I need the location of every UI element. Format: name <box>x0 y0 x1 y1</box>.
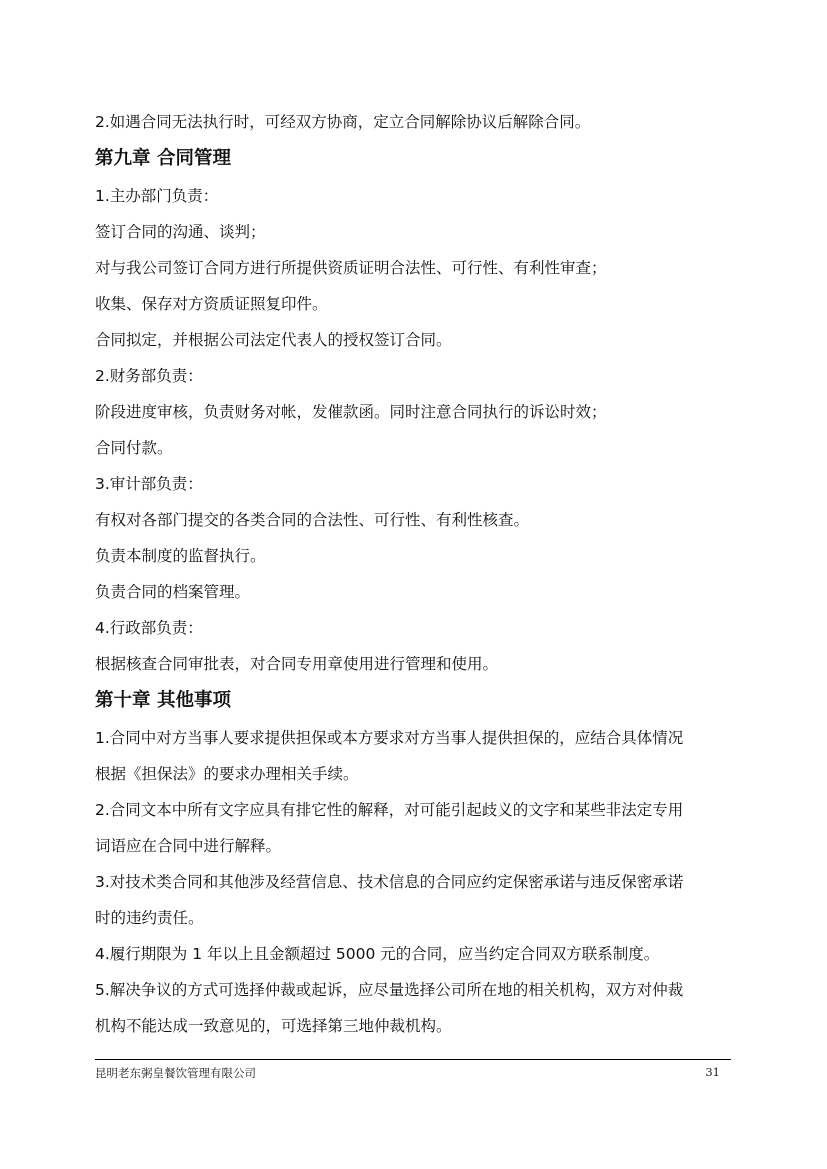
footer-company-name: 昆明老东粥皇餐饮管理有限公司 <box>95 1066 256 1080</box>
body-text-line: 4.行政部负责： <box>95 619 203 637</box>
body-text-line: 阶段进度审核，负责财务对帐，发催款函。同时注意合同执行的诉讼时效； <box>95 403 607 421</box>
footer-divider <box>95 1059 731 1060</box>
page-body <box>95 104 730 1044</box>
body-text-line: 根据《担保法》的要求办理相关手续。 <box>95 765 359 783</box>
body-text-line: 合同付款。 <box>95 439 173 457</box>
body-text-line: 4.履行期限为 1 年以上且金额超过 5000 元的合同，应当约定合同双方联系制度。 <box>95 945 660 963</box>
body-text-line: 负责合同的档案管理。 <box>95 583 251 601</box>
body-text-line: 3.审计部负责： <box>95 475 203 493</box>
body-text-line: 1.合同中对方当事人要求提供担保或本方要求对方当事人提供担保的，应结合具体情况 <box>95 729 684 747</box>
body-text-line: 负责本制度的监督执行。 <box>95 547 266 565</box>
body-text-line: 2.财务部负责： <box>95 367 203 385</box>
body-text-line: 词语应在合同中进行解释。 <box>95 837 282 855</box>
body-text-line: 签订合同的沟通、谈判； <box>95 223 266 241</box>
body-text-line: 对与我公司签订合同方进行所提供资质证明合法性、可行性、有利性审查； <box>95 259 607 277</box>
body-text-line: 收集、保存对方资质证照复印件。 <box>95 295 328 313</box>
body-text-line: 2.如遇合同无法执行时，可经双方协商，定立合同解除协议后解除合同。 <box>95 113 591 131</box>
body-text-line: 1.主办部门负责： <box>95 187 219 205</box>
footer-page-number: 31 <box>705 1065 720 1079</box>
body-text-line: 2.合同文本中所有文字应具有排它性的解释，对可能引起歧义的文字和某些非法定专用 <box>95 801 684 819</box>
body-text-line: 机构不能达成一致意见的，可选择第三地仲裁机构。 <box>95 1017 452 1035</box>
chapter-heading: 第十章 其他事项 <box>95 690 231 711</box>
body-text-line: 5.解决争议的方式可选择仲裁或起诉，应尽量选择公司所在地的相关机构，双方对仲裁 <box>95 981 684 999</box>
body-text-line: 合同拟定，并根据公司法定代表人的授权签订合同。 <box>95 331 452 349</box>
chapter-heading: 第九章 合同管理 <box>95 148 231 169</box>
body-text-line: 根据核查合同审批表，对合同专用章使用进行管理和使用。 <box>95 655 499 673</box>
body-text-line: 时的违约责任。 <box>95 909 204 927</box>
body-text-line: 3.对技术类合同和其他涉及经营信息、技术信息的合同应约定保密承诺与违反保密承诺 <box>95 873 684 891</box>
body-text-line: 有权对各部门提交的各类合同的合法性、可行性、有利性核查。 <box>95 511 530 529</box>
